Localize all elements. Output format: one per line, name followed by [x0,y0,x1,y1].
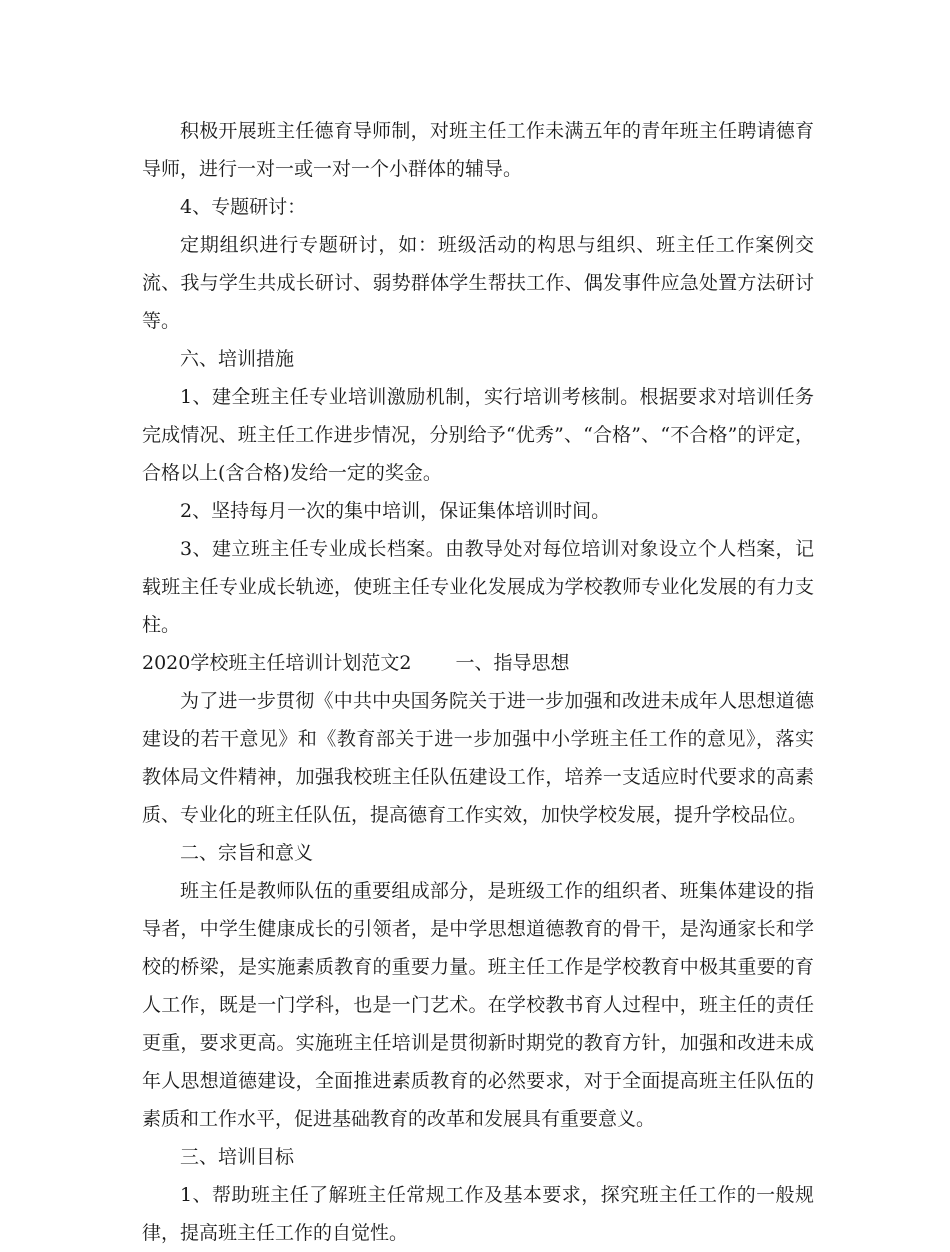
paragraph-growth-archive: 3、建立班主任专业成长档案。由教导处对每位培训对象设立个人档案，记载班主任专业成长轨迹，使班主任专业化发展成为学校教师专业化发展的有力支柱。 [142,538,814,636]
paragraph-incentive-mechanism: 1、建全班主任专业培训激励机制，实行培训考核制。根据要求对培训任务完成情况、班主任工作进步情况，分别给予“优秀”、“合格”、“不合格”的评定，合格以上(含合格)发给一定的奖金。 [142,386,814,484]
paragraph-purpose-significance: 班主任是教师队伍的重要组成部分，是班级工作的组织者、班集体建设的指导者，中学生健康成长的引领者，是中学思想道德教育的骨干，是沟通家长和学校的桥梁，是实施素质教育的重要力量。班主任工作是学校教育中极其重要的育人工作，既是一门学科，也是一门艺术。在学校教书育人过程中，班主任的责任更重，要求更高。实施班主任培训是贯彻新时期党的教育方针，加强和改进未成年人思想道德建设，全面推进素质教育的必然要求，对于全面提高班主任队伍的素质和工作水平，促进基础教育的改革和发展具有重要意义。 [142,880,814,1130]
paragraph-training-goal-1: 1、帮助班主任了解班主任常规工作及基本要求，探究班主任工作的一般规律，提高班主任工作的自觉性。 [142,1184,814,1244]
section-title-line [142,644,814,682]
heading-purpose-significance: 二、宗旨和意义 [180,842,314,864]
section-heading: 一、指导思想 [455,652,570,674]
paragraph-guiding-ideology: 为了进一步贯彻《中共中央国务院关于进一步加强和改进未成年人思想道德建设的若干意见》和《教育部关于进一步加强中小学班主任工作的意见》，落实教体局文件精神，加强我校班主任队伍建设工作，培养一支适应时代要求的高素质、专业化的班主任队伍，提高德育工作实效，加快学校发展，提升学校品位。 [142,690,814,826]
document-body [142,112,814,1252]
section-title: 2020学校班主任培训计划范文2 [142,652,412,674]
paragraph-monthly-training: 2、坚持每月一次的集中培训，保证集体培训时间。 [180,500,611,522]
paragraph-mentor-system: 积极开展班主任德育导师制，对班主任工作未满五年的青年班主任聘请德育导师，进行一对一或一对一个小群体的辅导。 [142,120,814,180]
heading-training-measures: 六、培训措施 [180,348,295,370]
paragraph-topic-seminar: 定期组织进行专题研讨，如：班级活动的构思与组织、班主任工作案例交流、我与学生共成长研讨、弱势群体学生帮扶工作、偶发事件应急处置方法研讨等。 [142,234,814,332]
heading-topic-seminar: 4、专题研讨： [180,196,307,218]
heading-training-goals: 三、培训目标 [180,1146,295,1168]
